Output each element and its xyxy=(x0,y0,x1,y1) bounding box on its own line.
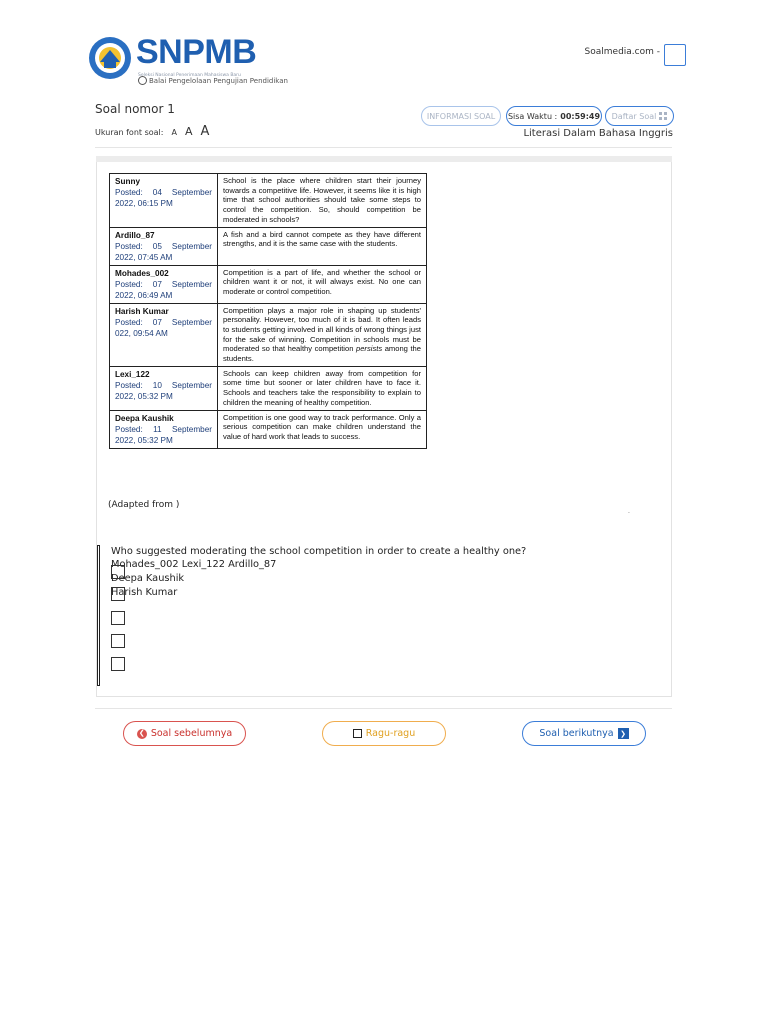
question-text: Who suggested moderating the school competition in order to create a healthy one? xyxy=(111,546,527,557)
org-mark-icon xyxy=(138,76,147,85)
table-row xyxy=(110,227,427,265)
author-name: Sunny xyxy=(115,177,141,186)
comment-text xyxy=(218,303,427,366)
table-row xyxy=(110,410,427,448)
user-menu-button[interactable] xyxy=(664,44,686,66)
table-row xyxy=(110,366,427,410)
divider xyxy=(95,147,672,148)
post-date: Posted: 04 September 2022, 06:15 PM xyxy=(115,188,212,208)
table-row xyxy=(110,303,427,366)
doubt-button[interactable] xyxy=(322,721,446,746)
grid-icon xyxy=(659,112,667,120)
comment-text: A fish and a bird cannot compete as they have different strengths, and it is the same case with the students. xyxy=(218,227,427,265)
font-small-button[interactable]: A xyxy=(171,128,177,137)
table-row xyxy=(110,265,427,303)
font-large-button[interactable]: A xyxy=(200,124,210,139)
answer-checkbox-c[interactable] xyxy=(111,611,125,625)
author-name: Lexi_122 xyxy=(115,369,150,379)
checkbox-icon xyxy=(353,729,362,738)
option-harish: Harish Kumar xyxy=(111,587,178,598)
font-size-label: Ukuran font soal: xyxy=(95,128,164,137)
post-date: Posted: 10 September 2022, 05:32 PM xyxy=(115,380,212,401)
table-row xyxy=(110,174,427,228)
answer-checkbox-a[interactable] xyxy=(111,565,125,579)
option-line: Mohades_002 Lexi_122 Ardillo_87 xyxy=(111,559,277,570)
next-question-button[interactable] xyxy=(522,721,646,746)
answer-checkbox-e[interactable] xyxy=(111,657,125,671)
subject-label: Literasi Dalam Bahasa Inggris xyxy=(523,128,673,139)
author-name: Mohades_002 xyxy=(115,268,169,278)
prev-question-button[interactable] xyxy=(123,721,246,746)
option-deepa: Deepa Kaushik xyxy=(111,573,185,584)
author-name: Ardillo_87 xyxy=(115,230,155,240)
comment-text: School is the place where children start their journey towards a competitive life. However, it seems like it is high time that school authorities should take some steps to control the competition. So, should competition be moderated in schools? xyxy=(218,174,427,228)
comment-emphasis: persists xyxy=(355,344,383,354)
forum-table xyxy=(109,173,427,449)
next-label: Soal berikutnya xyxy=(539,728,614,739)
comment-text: Competition is a part of life, and whether the school or children want it or not, it will always exist. No one can moderate or control competition. xyxy=(218,265,427,303)
info-button[interactable] xyxy=(421,106,501,126)
user-name: Soalmedia.com - xyxy=(584,47,660,57)
prev-label: Soal sebelumnya xyxy=(150,728,233,739)
logo-emblem-icon xyxy=(88,36,132,80)
answer-checkbox-b[interactable] xyxy=(111,587,125,601)
panel-top-bar xyxy=(96,156,672,162)
source-note: (Adapted from ) xyxy=(108,500,180,510)
post-date: Posted: 11 September 2022, 05:32 PM xyxy=(115,424,212,445)
font-medium-button[interactable]: A xyxy=(184,125,193,138)
comment-text: Schools can keep children away from competition for some time but sooner or later children have to face it. Schools and teachers take the responsibility to explain to children the meaning of healthy competition. xyxy=(218,366,427,410)
post-date: Posted: 07 September 2022, 06:49 AM xyxy=(115,279,212,300)
question-list-label: Daftar Soal xyxy=(611,111,657,121)
logo-title: SNPMB xyxy=(136,33,257,71)
info-button-label: INFORMASI SOAL xyxy=(426,111,496,121)
chevron-right-icon: ❯ xyxy=(618,728,629,739)
comment-text-part: among the students. xyxy=(223,344,421,364)
post-date: Posted: 05 September 2022, 07:45 AM xyxy=(115,241,212,262)
author-name: Harish Kumar xyxy=(115,306,169,316)
logo-org: Balai Pengelolaan Pengujian Pendidikan xyxy=(149,76,288,85)
author-name: Deepa Kaushik xyxy=(115,413,174,423)
chevron-left-icon: ❮ xyxy=(137,729,147,739)
comment-text: Competition is one good way to track performance. Only a serious competition can make children understand the value of hard work that leads to success. xyxy=(218,410,427,448)
font-size-control xyxy=(95,124,209,139)
doubt-label: Ragu-ragu xyxy=(365,728,416,739)
time-value: 00:59:49 xyxy=(560,111,601,121)
divider xyxy=(95,708,672,709)
question-frame xyxy=(97,545,100,686)
time-label: Sisa Waktu : xyxy=(507,111,558,121)
comment-text-part: Competition plays a major role in shaping up students' personality. However, too much of it is bad. It often leads to students getting involved in all kinds of wrong things just for the sake of winning. Competition in schools must be moderated so that healthy competition xyxy=(223,305,421,354)
answer-checkbox-d[interactable] xyxy=(111,634,125,648)
post-date: Posted: 07 September 022, 09:54 AM xyxy=(115,317,212,338)
decorative-dot: . xyxy=(628,508,630,515)
question-number-title: Soal nomor 1 xyxy=(95,102,175,116)
logo-tagline: Seleksi Nasional Penerimaan Mahasiswa Baru xyxy=(138,73,241,78)
snpmb-logo xyxy=(88,33,288,85)
time-remaining xyxy=(506,106,602,126)
question-list-button[interactable] xyxy=(605,106,674,126)
